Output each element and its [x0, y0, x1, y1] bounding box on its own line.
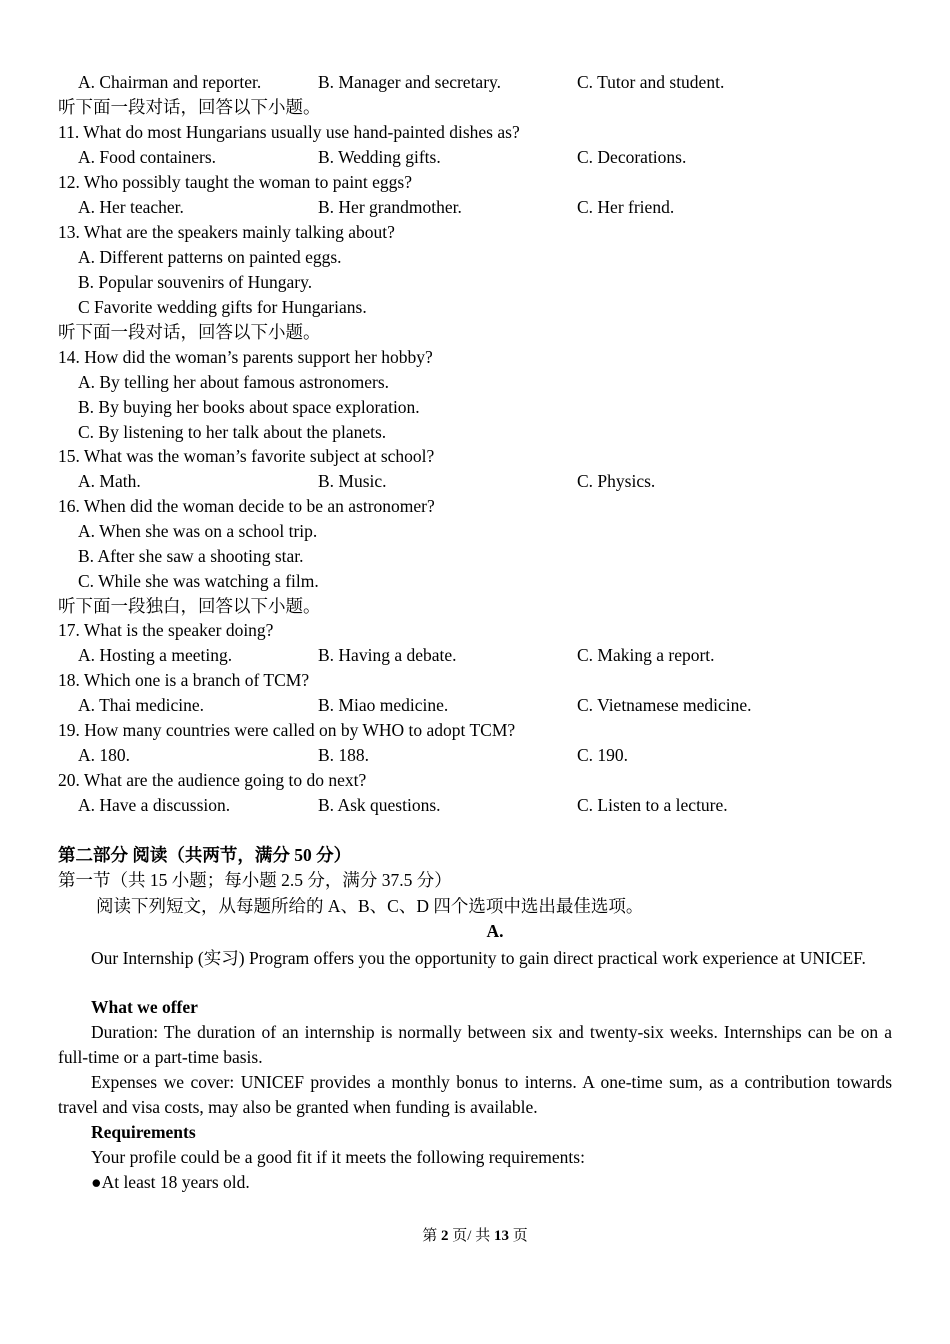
- question-16: 16. When did the woman decide to be an astronomer?: [58, 496, 435, 516]
- q19-option-b: B. 188.: [318, 745, 370, 765]
- q18-option-c: C. Vietnamese medicine.: [577, 695, 752, 715]
- q18-option-a: A. Thai medicine.: [78, 695, 205, 715]
- q12-option-b: B. Her grandmother.: [318, 197, 462, 217]
- what-we-offer-heading: What we offer: [91, 997, 198, 1017]
- question-18: 18. Which one is a branch of TCM?: [58, 670, 310, 690]
- q13-option-b: B. Popular souvenirs of Hungary.: [78, 272, 313, 292]
- q11-option-a: A. Food containers.: [78, 147, 217, 167]
- question-14: 14. How did the woman’s parents support her hobby?: [58, 347, 433, 367]
- q20-option-c: C. Listen to a lecture.: [577, 795, 728, 815]
- q19-option-c: C. 190.: [577, 745, 629, 765]
- instruction-dialogue-2: 听下面一段对话，回答以下小题。: [58, 322, 321, 342]
- question-20: 20. What are the audience going to do next?: [58, 770, 367, 790]
- q20-option-a: A. Have a discussion.: [78, 795, 231, 815]
- q16-option-a: A. When she was on a school trip.: [78, 521, 318, 541]
- footer-page-number: 2: [441, 1228, 449, 1244]
- page-footer: [0, 1226, 950, 1246]
- duration-paragraph: Duration: The duration of an internship is normally between six and twenty-six weeks. Internships can be on a full-time or a part-time basis.: [58, 1022, 892, 1067]
- footer-total-pages: 13: [493, 1228, 509, 1244]
- q20-option-b: B. Ask questions.: [318, 795, 441, 815]
- q10-option-a: A. Chairman and reporter.: [78, 72, 262, 92]
- requirements-intro: Your profile could be a good fit if it meets the following requirements:: [91, 1147, 585, 1167]
- q10-option-b: B. Manager and secretary.: [318, 72, 502, 92]
- expenses-paragraph: Expenses we cover: UNICEF provides a monthly bonus to interns. A one-time sum, as a contribution towards travel and visa costs, may also be granted when funding is available.: [58, 1072, 892, 1117]
- question-19: 19. How many countries were called on by WHO to adopt TCM?: [58, 720, 516, 740]
- requirements-heading: Requirements: [91, 1122, 196, 1142]
- passage-intro: Our Internship (实习) Program offers you the opportunity to gain direct practical work experience at UNICEF.: [91, 948, 866, 968]
- q17-option-a: A. Hosting a meeting.: [78, 645, 233, 665]
- q16-option-b: B. After she saw a shooting star.: [78, 546, 304, 566]
- q13-option-a: A. Different patterns on painted eggs.: [78, 247, 342, 267]
- section1-heading: 第一节（共 15 小题；每小题 2.5 分，满分 37.5 分）: [58, 870, 452, 890]
- q17-option-c: C. Making a report.: [577, 645, 715, 665]
- q14-option-b: B. By buying her books about space exploration.: [78, 397, 420, 417]
- question-12: 12. Who possibly taught the woman to paint eggs?: [58, 172, 413, 192]
- q12-option-a: A. Her teacher.: [78, 197, 184, 217]
- footer-prefix: 第: [422, 1228, 442, 1244]
- instruction-monologue: 听下面一段独白，回答以下小题。: [58, 596, 321, 616]
- question-17: 17. What is the speaker doing?: [58, 620, 274, 640]
- reading-directions: 阅读下列短文，从每题所给的 A、B、C、D 四个选项中选出最佳选项。: [96, 896, 644, 916]
- q14-option-c: C. By listening to her talk about the planets.: [78, 422, 387, 442]
- q18-option-b: B. Miao medicine.: [318, 695, 449, 715]
- q15-option-a: A. Math.: [78, 471, 141, 491]
- q13-option-c: C Favorite wedding gifts for Hungarians.: [78, 297, 367, 317]
- question-15: 15. What was the woman’s favorite subject at school?: [58, 446, 435, 466]
- part2-title: 第二部分 阅读（共两节，满分 50 分）: [58, 845, 352, 865]
- requirement-item: ●At least 18 years old.: [91, 1172, 250, 1192]
- q11-option-b: B. Wedding gifts.: [318, 147, 441, 167]
- q15-option-c: C. Physics.: [577, 471, 656, 491]
- passage-label: A.: [486, 921, 504, 941]
- q16-option-c: C. While she was watching a film.: [78, 571, 319, 591]
- q12-option-c: C. Her friend.: [577, 197, 675, 217]
- q15-option-b: B. Music.: [318, 471, 387, 491]
- footer-suffix: 页: [508, 1228, 528, 1244]
- question-11: 11. What do most Hungarians usually use hand-painted dishes as?: [58, 122, 520, 142]
- q17-option-b: B. Having a debate.: [318, 645, 457, 665]
- instruction-dialogue: 听下面一段对话，回答以下小题。: [58, 97, 321, 117]
- question-13: 13. What are the speakers mainly talking about?: [58, 222, 395, 242]
- q11-option-c: C. Decorations.: [577, 147, 687, 167]
- q19-option-a: A. 180.: [78, 745, 131, 765]
- q10-option-c: C. Tutor and student.: [577, 72, 725, 92]
- footer-middle: 页/ 共: [448, 1228, 494, 1244]
- q14-option-a: A. By telling her about famous astronomers.: [78, 372, 390, 392]
